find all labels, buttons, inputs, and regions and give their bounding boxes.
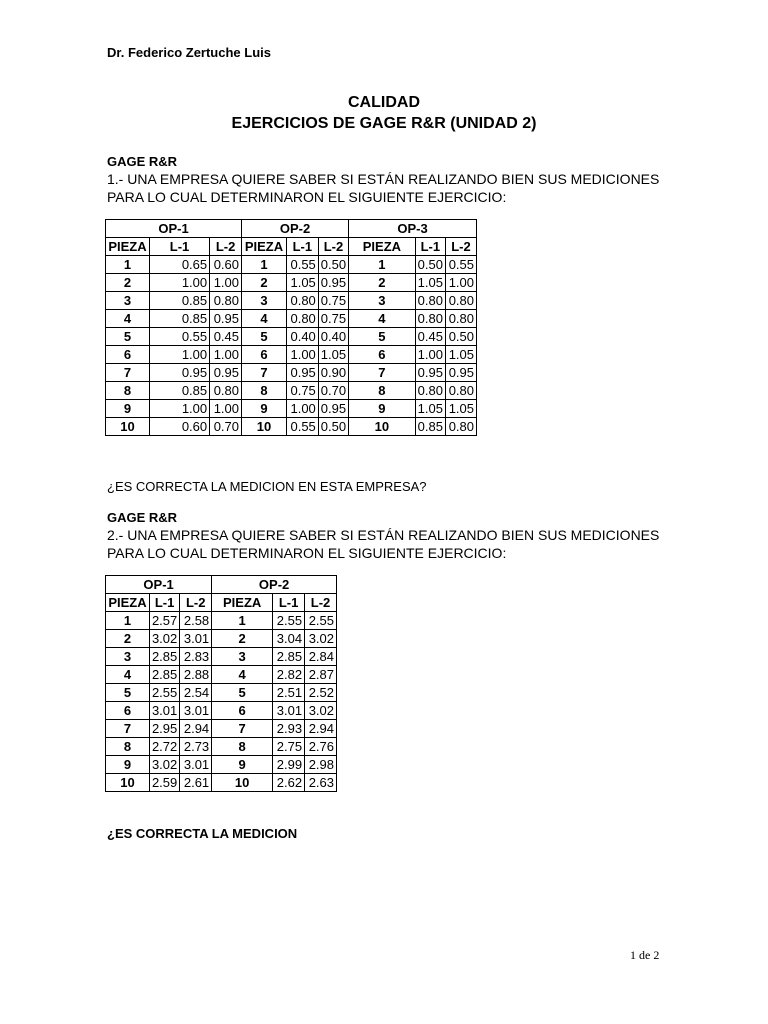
measurement-cell: 3.02 [305,630,337,648]
piece-number-cell: 7 [212,720,273,738]
piece-number-cell: 6 [106,346,150,364]
measurement-cell: 2.62 [273,774,305,792]
measurement-cell: 2.54 [180,684,212,702]
measurement-cell: 0.50 [415,256,445,274]
measurement-cell: 0.90 [318,364,348,382]
table-row [106,648,337,666]
measurement-cell: 0.70 [210,418,242,436]
table-row [106,256,477,274]
operator-group-header: OP-1 [106,220,242,238]
piece-number-cell: 3 [349,292,416,310]
section1-heading: GAGE R&R [107,154,178,169]
section1-description [107,170,687,206]
table-row [106,612,337,630]
table-row [106,364,477,382]
measurement-cell: 2.95 [149,720,179,738]
measurement-cell: 3.01 [180,702,212,720]
measurement-cell: 0.65 [149,256,209,274]
measurement-cell: 3.02 [149,630,179,648]
piece-number-cell: 9 [106,756,150,774]
measurement-cell: 2.61 [180,774,212,792]
measurement-cell: 1.00 [210,274,242,292]
piece-number-cell: 2 [349,274,416,292]
piece-number-cell: 10 [106,774,150,792]
measurement-cell: 0.95 [318,274,348,292]
piece-number-cell: 1 [106,612,150,630]
piece-number-cell: 3 [106,292,150,310]
piece-number-cell: 5 [242,328,287,346]
operator-group-header: OP-2 [212,576,337,594]
column-header: L-1 [286,238,318,256]
piece-number-cell: 1 [106,256,150,274]
measurement-cell: 2.82 [273,666,305,684]
column-header: PIEZA [212,594,273,612]
table-row [106,738,337,756]
piece-number-cell: 2 [212,630,273,648]
measurement-cell: 1.00 [149,400,209,418]
table-row [106,328,477,346]
measurement-cell: 0.80 [445,310,476,328]
measurement-cell: 0.45 [415,328,445,346]
page-subtitle: EJERCICIOS DE GAGE R&R (UNIDAD 2) [231,115,537,132]
piece-number-cell: 3 [212,648,273,666]
piece-number-cell: 5 [349,328,416,346]
measurement-cell: 1.05 [415,400,445,418]
piece-number-cell: 9 [349,400,416,418]
measurement-cell: 1.00 [210,400,242,418]
measurement-cell: 3.01 [180,756,212,774]
measurement-cell: 2.94 [305,720,337,738]
piece-number-cell: 4 [106,310,150,328]
measurement-cell: 0.55 [149,328,209,346]
piece-number-cell: 7 [106,364,150,382]
measurement-cell: 0.80 [415,292,445,310]
measurement-cell: 0.80 [445,292,476,310]
measurement-cell: 0.75 [318,310,348,328]
column-header: L-1 [273,594,305,612]
piece-number-cell: 7 [106,720,150,738]
measurement-cell: 0.80 [415,310,445,328]
column-header: L-1 [149,238,209,256]
piece-number-cell: 3 [106,648,150,666]
measurement-cell: 1.05 [318,346,348,364]
measurement-cell: 2.99 [273,756,305,774]
piece-number-cell: 2 [106,630,150,648]
column-header: L-1 [415,238,445,256]
measurement-cell: 2.55 [273,612,305,630]
table-row [106,684,337,702]
piece-number-cell: 1 [212,612,273,630]
measurement-cell: 0.80 [286,292,318,310]
column-header: L-2 [318,238,348,256]
measurement-cell: 2.98 [305,756,337,774]
column-header: PIEZA [349,238,416,256]
measurement-cell: 2.55 [305,612,337,630]
operator-group-header: OP-3 [349,220,477,238]
piece-number-cell: 6 [212,702,273,720]
column-header: L-2 [180,594,212,612]
measurement-cell: 0.80 [415,382,445,400]
table-row [106,418,477,436]
piece-number-cell: 8 [349,382,416,400]
group-header-row [106,576,337,594]
measurement-cell: 2.59 [149,774,179,792]
measurement-cell: 2.51 [273,684,305,702]
table-row [106,630,337,648]
measurement-cell: 2.58 [180,612,212,630]
measurement-cell: 0.60 [210,256,242,274]
measurement-cell: 0.55 [445,256,476,274]
piece-number-cell: 10 [212,774,273,792]
table-row [106,382,477,400]
measurement-cell: 2.72 [149,738,179,756]
column-header: PIEZA [242,238,287,256]
section2-heading: GAGE R&R [107,510,178,525]
piece-number-cell: 3 [242,292,287,310]
measurement-cell: 2.85 [149,648,179,666]
measurement-cell: 0.40 [286,328,318,346]
piece-number-cell: 4 [349,310,416,328]
measurement-cell: 3.01 [273,702,305,720]
measurement-cell: 3.01 [180,630,212,648]
piece-number-cell: 8 [212,738,273,756]
measurement-cell: 0.75 [286,382,318,400]
measurement-cell: 1.05 [445,400,476,418]
piece-number-cell: 6 [349,346,416,364]
measurement-cell: 0.85 [149,292,209,310]
measurement-cell: 1.00 [286,400,318,418]
piece-number-cell: 8 [106,382,150,400]
measurement-cell: 0.80 [210,292,242,310]
piece-number-cell: 5 [106,684,150,702]
column-header: L-2 [305,594,337,612]
measurement-cell: 0.80 [445,418,476,436]
measurement-cell: 0.80 [445,382,476,400]
column-header-row [106,594,337,612]
piece-number-cell: 10 [349,418,416,436]
measurement-cell: 0.50 [445,328,476,346]
column-header: L-1 [149,594,179,612]
piece-number-cell: 10 [242,418,287,436]
measurement-cell: 2.94 [180,720,212,738]
measurement-cell: 0.75 [318,292,348,310]
measurement-cell: 0.80 [210,382,242,400]
table-row [106,310,477,328]
measurement-cell: 0.85 [149,382,209,400]
measurement-cell: 0.95 [149,364,209,382]
section2-line1: 2.- UNA EMPRESA QUIERE SABER SI ESTÁN REALIZANDO BIEN SUS MEDICIONES [107,527,660,543]
column-header-row [106,238,477,256]
piece-number-cell: 8 [242,382,287,400]
table-row [106,774,337,792]
piece-number-cell: 5 [106,328,150,346]
measurement-cell: 3.04 [273,630,305,648]
section2-description [107,526,687,562]
measurement-cell: 0.45 [210,328,242,346]
measurement-cell: 0.85 [149,310,209,328]
piece-number-cell: 4 [106,666,150,684]
gage-table-1-body [106,220,477,436]
measurement-cell: 0.60 [149,418,209,436]
piece-number-cell: 4 [242,310,287,328]
section2-question: ¿ES CORRECTA LA MEDICION [107,826,298,841]
piece-number-cell: 1 [242,256,287,274]
piece-number-cell: 5 [212,684,273,702]
piece-number-cell: 7 [349,364,416,382]
measurement-cell: 0.55 [286,418,318,436]
table-row [106,400,477,418]
measurement-cell: 1.05 [445,346,476,364]
measurement-cell: 2.88 [180,666,212,684]
measurement-cell: 0.95 [210,310,242,328]
measurement-cell: 2.75 [273,738,305,756]
measurement-cell: 2.76 [305,738,337,756]
piece-number-cell: 6 [242,346,287,364]
measurement-cell: 2.83 [180,648,212,666]
page-title: CALIDAD [348,94,420,111]
piece-number-cell: 4 [212,666,273,684]
piece-number-cell: 9 [106,400,150,418]
column-header: PIEZA [106,594,150,612]
measurement-cell: 1.00 [149,274,209,292]
column-header: L-2 [210,238,242,256]
section2-line2: PARA LO CUAL DETERMINARON EL SIGUIENTE EJERCICIO: [107,545,507,561]
measurement-cell: 2.85 [273,648,305,666]
measurement-cell: 1.00 [415,346,445,364]
gage-table-1 [105,219,477,436]
measurement-cell: 2.55 [149,684,179,702]
gage-table-2 [105,575,337,792]
table-row [106,292,477,310]
measurement-cell: 2.85 [149,666,179,684]
measurement-cell: 0.50 [318,418,348,436]
piece-number-cell: 9 [242,400,287,418]
piece-number-cell: 2 [242,274,287,292]
operator-group-header: OP-1 [106,576,212,594]
page-number: 1 de 2 [630,948,660,962]
gage-table-2-body [106,576,337,792]
measurement-cell: 2.73 [180,738,212,756]
operator-group-header: OP-2 [242,220,349,238]
measurement-cell: 1.05 [286,274,318,292]
measurement-cell: 3.02 [149,756,179,774]
measurement-cell: 0.95 [318,400,348,418]
measurement-cell: 1.00 [149,346,209,364]
section1-line1: 1.- UNA EMPRESA QUIERE SABER SI ESTÁN REALIZANDO BIEN SUS MEDICIONES [107,171,660,187]
column-header: PIEZA [106,238,150,256]
piece-number-cell: 7 [242,364,287,382]
table-row [106,702,337,720]
piece-number-cell: 6 [106,702,150,720]
section1-line2: PARA LO CUAL DETERMINARON EL SIGUIENTE EJERCICIO: [107,189,507,205]
piece-number-cell: 10 [106,418,150,436]
measurement-cell: 2.52 [305,684,337,702]
measurement-cell: 0.95 [445,364,476,382]
measurement-cell: 3.02 [305,702,337,720]
measurement-cell: 1.00 [445,274,476,292]
table-row [106,666,337,684]
piece-number-cell: 1 [349,256,416,274]
table-row [106,756,337,774]
measurement-cell: 3.01 [149,702,179,720]
measurement-cell: 0.55 [286,256,318,274]
measurement-cell: 0.95 [286,364,318,382]
measurement-cell: 2.63 [305,774,337,792]
measurement-cell: 1.00 [286,346,318,364]
table-row [106,720,337,738]
measurement-cell: 2.87 [305,666,337,684]
section1-question: ¿ES CORRECTA LA MEDICION EN ESTA EMPRESA? [107,479,427,494]
measurement-cell: 0.50 [318,256,348,274]
measurement-cell: 0.70 [318,382,348,400]
measurement-cell: 2.93 [273,720,305,738]
group-header-row [106,220,477,238]
measurement-cell: 0.80 [286,310,318,328]
measurement-cell: 2.57 [149,612,179,630]
measurement-cell: 1.00 [210,346,242,364]
measurement-cell: 0.95 [415,364,445,382]
measurement-cell: 0.85 [415,418,445,436]
table-row [106,346,477,364]
author-name: Dr. Federico Zertuche Luis [107,45,271,60]
piece-number-cell: 2 [106,274,150,292]
measurement-cell: 0.95 [210,364,242,382]
measurement-cell: 1.05 [415,274,445,292]
table-row [106,274,477,292]
piece-number-cell: 8 [106,738,150,756]
column-header: L-2 [445,238,476,256]
piece-number-cell: 9 [212,756,273,774]
measurement-cell: 2.84 [305,648,337,666]
measurement-cell: 0.40 [318,328,348,346]
